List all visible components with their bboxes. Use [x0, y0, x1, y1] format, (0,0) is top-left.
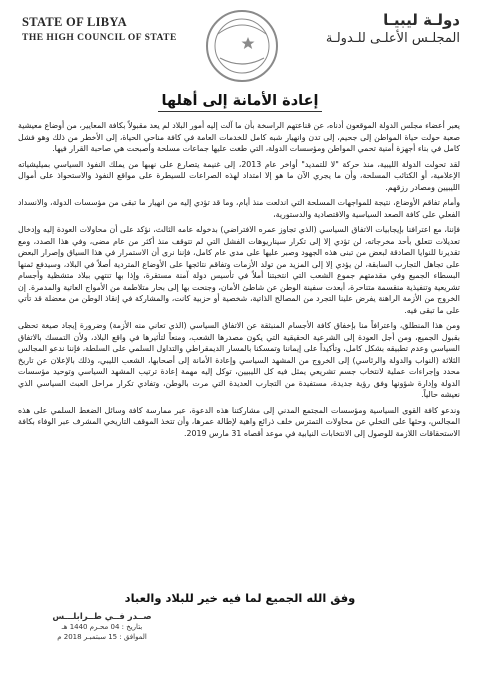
state-name-ar: دولـة ليبيـا [383, 11, 460, 29]
paragraph: فإننا، مع اعترافنا بإيجابيات الاتفاق السياسي (الذي تجاوز عمره الافتراضي) بدخوله عامه الثالث، نؤكد على أن محاولات العودة إليه وإدخال تعديلات تتعلق بأحد مخرجاته، لن تؤدي إلا إلى تكرار سيناريوهات الفشل التي لم تتوقف منذ أكثر من عام مضى، وفي هذا الصدد، ومع تقديرنا للنوايا الصادقة لبعض من تبنى هذه الجهود وصبر عليها على مدى عام كامل، فإننا نرى أن الاستمرار في هذا السياق وإصرار البعض على تجاهل التجارب السابقة، لن يؤدي إلا إلى المزيد من تولد الأزمات وتفاقم نتائجها على الأوضاع المتردية أصلاً في البلاد، وسيدفع ثمنها البسطاء الجميع وفي مقدمتهم جموع الشعب التي انتخبتنا أملاً في تأسيس دولة آمنة مستقرة، وإذا بها تنتهي ببلاد متشظية وأجسام تشريعية وتنفيذية منقسمة متناحرة، أبعدت سفينة الوطن عن شاطئ الأمان، وجنحت بها إلى بحار متلاطمة من الأمواج العاتية والمدمرة. إن الخروج من الأزمة الراهنة يفرض علينا التجرد من المصالح الذاتية، شخصية أو حزبية كانت، والمشاركة في إنقاذ الوطن من معضلة قد تأتي على ما تبقى فيه. [18, 225, 460, 315]
paragraph: ومن هذا المنطلق، واعترافاً منا بإخفاق كافة الأجسام المنبثقة عن الاتفاق السياسي (الذي تعاني منه الأزمة) وضرورة إيجاد صيغة تحظى بقبول الجميع، ومن أجل العودة إلى الشرعية الحقيقية التي يكون مصدرها الشعب، ومنعاً لتأثيرها في واقع البلاد، ولأن التمسك بالاتفاق السياسي وعدم تطبيقه بشكل كامل، وتأكيداً على إيماننا وتمسكنا بالمسار الديمقراطي والتداول السلمي على السلطة، فإننا ندعو المجالس الثلاثة (النواب والدولة والرئاسي) إلى الخروج من المشهد السياسي وإعادة الأمانة إلى أصحابها، الشعب الليبي، وذلك بالإعلان عن تاريخ محدد وإجراءات عملية لانتخاب جسم تشريعي يمثل فيه كل الليبيين، توكل إليه مهمة إعادة ترتيب المشهد السياسي وتوحيد مؤسسات الدولة وإدارة شؤونها وفق رؤية جديدة، مستفيدة من التجارب العديدة التي مرت بالوطن، وتفادي تكرار مراحل العبث السياسي الذي نعيشه حالياً. [18, 321, 460, 399]
document-title-text: إعادة الأمانة إلى أهلها [158, 93, 323, 112]
issue-place: صــدر فــي طــرابلـــس [52, 612, 152, 622]
paragraph: لقد تحولت الدولة الليبية، منذ حركة "لا للتمديد" أواخر عام 2013، إلى غنيمة يتصارع على نهبها من يملك النفوذ السياسي بميليشياته الإعلامية، أو الكتائب المسلحة، وأن ما يجري الآن ما هو إلا امتداد لهذه الصراعات للسيطرة على مواقع النفوذ والاستحواذ على أموال الليبيين ومصادر رزقهم. [18, 159, 460, 192]
council-emblem-icon [204, 8, 280, 84]
council-name-en: THE HIGH COUNCIL OF STATE [22, 33, 177, 43]
header-arabic [310, 11, 460, 46]
document-title [0, 93, 480, 109]
closing-statement: وفق الله الجميع لما فيه خير للبلاد والعباد [124, 591, 356, 605]
state-name-en: STATE OF LIBYA [22, 15, 127, 29]
document-body [18, 120, 460, 443]
issue-info [42, 612, 162, 642]
issue-date-gregorian: الموافق : 15 سبتمبـر 2018 م [57, 633, 147, 641]
paragraph: وندعو كافة القوى السياسية ومؤسسات المجتمع المدني إلى مشاركتنا هذه الدعوة، عبر ممارسة كافة وسائل الضغط السلمي على هذه المجالس، وحثها على التخلي عن محاولات التمترس خلف ذرائع واهية لإطالة عمرها، وأن تتخذ الموقف التاريخي المشرف عبر الوفاء بكافة الاستحقاقات اللازمة للوصول إلى الانتخابات النيابية في موعد أقصاه 31 مارس 2019. [18, 405, 460, 438]
council-name-ar: المجلـس الأعلـى للـدولـة [325, 31, 460, 46]
paragraph: يعبر أعضاء مجلس الدولة الموقعون أدناه، عن قناعتهم الراسخة بأن ما آلت إليه أمور البلاد لم يعد مقبولاً بكافة المعايير، من أوضاع معيشية صعبة حولت حياة المواطن إلى جحيم، إلى تدن وانهيار شبه كامل للخدمات العامة في كافة مناحي الحياة، إلى الأخطر من ذلك وهو فشل كامل في بناء أجهزة أمنية تحمي المواطن ومؤسسات الدولة، التي طغت عليها جماعات مسلحة وأصبحت هي صاحبة القرار فيها. [18, 121, 460, 153]
paragraph: وأمام تفاقم الأوضاع، نتيجة للمواجهات المسلحة التي اندلعت منذ أيام، وما قد تؤدي إليه من انهيار ما تبقى من مؤسسات الدولة، والانسداد الفعلي على كافة الصعد السياسية والاقتصادية والدستورية، [18, 198, 460, 219]
header-english [22, 15, 190, 43]
issue-date-hijri: بتاريخ : 04 محـرم 1440 هـ [61, 623, 143, 631]
